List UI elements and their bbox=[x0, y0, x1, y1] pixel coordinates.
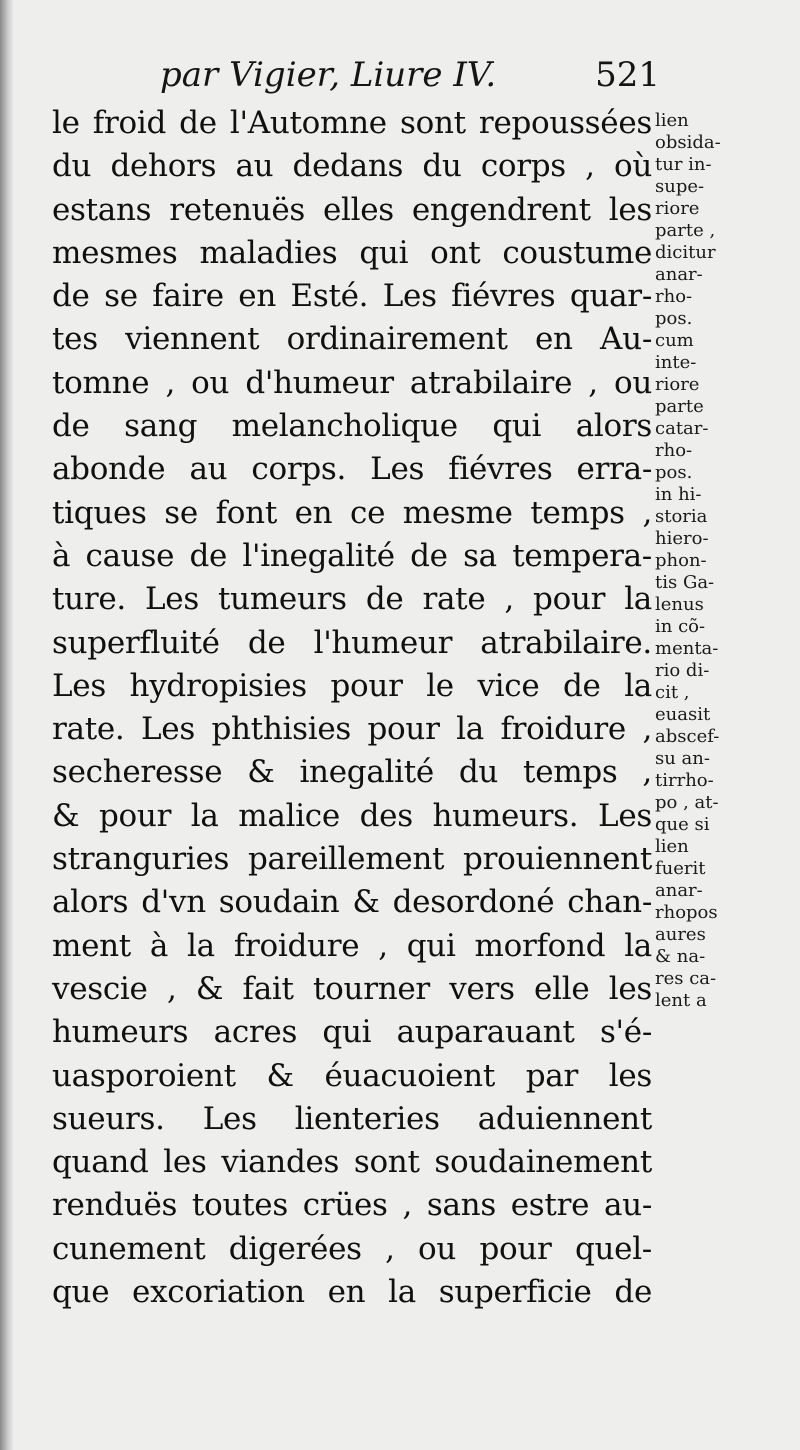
text-line: uasporoient & éuacuoient par les bbox=[52, 1057, 652, 1094]
text-line: de sang melancholique qui alors bbox=[52, 408, 652, 445]
margin-notes bbox=[655, 110, 795, 1012]
margin-note-line: aures bbox=[655, 924, 706, 945]
body-text bbox=[52, 102, 652, 1314]
text-line: quand les viandes sont soudainement bbox=[52, 1144, 652, 1181]
margin-note-line: in cõ- bbox=[655, 616, 706, 637]
margin-note-line: anar- bbox=[655, 264, 703, 285]
margin-note-line: in hi- bbox=[655, 484, 702, 505]
margin-note-line: rio di- bbox=[655, 660, 710, 681]
margin-note-line: parte bbox=[655, 396, 704, 417]
margin-note-line: obsida- bbox=[655, 132, 721, 153]
margin-note-line: pos. bbox=[655, 308, 693, 329]
margin-note-line: rho- bbox=[655, 286, 693, 307]
margin-note-line: parte , bbox=[655, 220, 716, 241]
margin-note-line: phon- bbox=[655, 550, 707, 571]
margin-note-line: riore bbox=[655, 374, 700, 395]
text-line: tomne , ou d'humeur atrabilaire , ou bbox=[52, 364, 652, 401]
margin-note-line: catar- bbox=[655, 418, 709, 439]
margin-note-line: que si bbox=[655, 814, 710, 835]
margin-note-line: inte- bbox=[655, 352, 697, 373]
text-line: ment à la froidure , qui morfond la bbox=[52, 927, 652, 964]
margin-note-line: tirrho- bbox=[655, 770, 714, 791]
text-line: que excoriation en la superficie de bbox=[52, 1274, 652, 1311]
margin-note-line: abscef- bbox=[655, 726, 720, 747]
text-line: secheresse & inegalité du temps , bbox=[52, 754, 652, 791]
text-line: alors d'vn soudain & desordoné chan- bbox=[52, 884, 652, 921]
text-line: cunement digerées , ou pour quel- bbox=[52, 1230, 652, 1267]
text-line: Les hydropisies pour le vice de la bbox=[52, 667, 652, 704]
running-head: par Vigier, Liure IV. bbox=[160, 55, 497, 95]
margin-note-line: rho- bbox=[655, 440, 693, 461]
text-line: tes viennent ordinairement en Au- bbox=[52, 321, 652, 358]
margin-note-line: riore bbox=[655, 198, 700, 219]
margin-note-line: rhopos bbox=[655, 902, 718, 923]
margin-note-line: lien bbox=[655, 110, 689, 131]
margin-note-line: fuerit bbox=[655, 858, 706, 879]
margin-note-line: supe- bbox=[655, 176, 705, 197]
text-line: & pour la malice des humeurs. Les bbox=[52, 797, 652, 834]
text-line: humeurs acres qui auparauant s'é- bbox=[52, 1014, 652, 1051]
text-line: de se faire en Esté. Les fiévres quar- bbox=[52, 278, 652, 315]
margin-note-line: lenus bbox=[655, 594, 704, 615]
margin-note-line: lien bbox=[655, 836, 689, 857]
margin-note-line: su an- bbox=[655, 748, 710, 769]
text-line: ture. Les tumeurs de rate , pour la bbox=[52, 581, 652, 618]
text-line: estans retenuës elles engendrent les bbox=[52, 191, 652, 228]
margin-note-line: cum bbox=[655, 330, 694, 351]
text-line: rate. Les phthisies pour la froidure , bbox=[52, 711, 652, 748]
text-line: tiques se font en ce mesme temps , bbox=[52, 494, 652, 531]
page-header bbox=[160, 55, 660, 99]
margin-note-line: storia bbox=[655, 506, 708, 527]
margin-note-line: dicitur bbox=[655, 242, 716, 263]
margin-note-line: & na- bbox=[655, 946, 706, 967]
margin-note-line: lent a bbox=[655, 990, 707, 1011]
margin-note-line: po , at- bbox=[655, 792, 719, 813]
text-line: stranguries pareillement prouiennent bbox=[52, 841, 652, 878]
text-line: superfluité de l'humeur atrabilaire. bbox=[52, 624, 652, 661]
text-line: renduës toutes crües , sans estre au- bbox=[52, 1187, 652, 1224]
margin-note-line: cit , bbox=[655, 682, 690, 703]
margin-note-line: euasit bbox=[655, 704, 711, 725]
text-line: à cause de l'inegalité de sa tempera- bbox=[52, 537, 652, 574]
margin-note-line: menta- bbox=[655, 638, 719, 659]
margin-note-line: res ca- bbox=[655, 968, 717, 989]
text-line: du dehors au dedans du corps , où bbox=[52, 148, 652, 185]
margin-note-line: tis Ga- bbox=[655, 572, 715, 593]
text-line: mesmes maladies qui ont coustume bbox=[52, 234, 652, 271]
text-line: abonde au corps. Les fiévres erra- bbox=[52, 451, 652, 488]
page-edge-shadow bbox=[0, 0, 14, 1450]
margin-note-line: tur in- bbox=[655, 154, 712, 175]
page-number: 521 bbox=[595, 55, 660, 95]
text-line: sueurs. Les lienteries aduiennent bbox=[52, 1100, 652, 1137]
margin-note-line: pos. bbox=[655, 462, 693, 483]
text-line: le froid de l'Automne sont repoussées bbox=[52, 105, 652, 141]
margin-note-line: hiero- bbox=[655, 528, 709, 549]
text-line: vescie , & fait tourner vers elle les bbox=[52, 970, 652, 1007]
margin-note-line: anar- bbox=[655, 880, 703, 901]
